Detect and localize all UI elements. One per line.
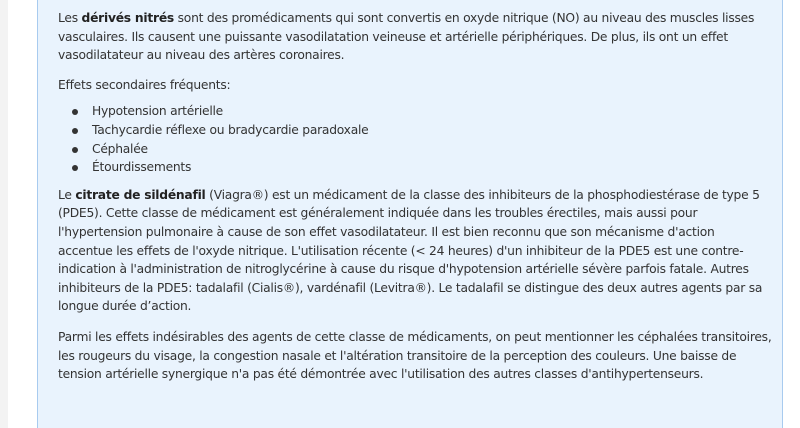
list-item	[72, 158, 772, 177]
bullet-icon	[72, 128, 78, 134]
info-panel	[37, 0, 783, 428]
bullet-icon	[72, 165, 78, 171]
paragraph-nitrates-text: sont des promédicaments qui sont convertis en oxyde nitrique (NO) au niveau des muscles lisses vasculaires. Ils causent une puissante vasodilatation veineuse et artérielle périphériques. De plus, ils ont un effet vasodilatateur au niveau des artères coronaires.	[58, 11, 755, 63]
list-item	[72, 140, 772, 159]
list-item-label: Hypotension artérielle	[92, 104, 223, 119]
side-effects-heading: Effets secondaires fréquents:	[58, 77, 231, 92]
side-effects-list	[58, 102, 772, 176]
left-page-margin	[0, 0, 8, 428]
paragraph-sildenafil-text: (Viagra®) est un médicament de la classe des inhibiteurs de la phosphodiestérase de type 5 (PDE5). Cette classe de médicament est généralement indiquée dans les troubles érectiles, mais aussi pour l'hypertension pulmonaire à cause de son effet vasodilatateur. Il est bien reconnu que son mécanisme d'action accentue les effets de l'oxyde nitrique. L'utilisation récente (< 24 heures) d'un inhibiteur de la PDE5 est une contre-indication à l'administration de nitroglycérine à cause du risque d'hypotension artérielle sévère parfois fatale. Autres inhibiteurs de la PDE5: tadalafil (Cialis®), vardénafil (Levitra®). Le tadalafil se distingue des deux autres agents par sa longue durée d’action.	[58, 187, 763, 314]
term-sildenafil: citrate de sildénafil	[75, 187, 206, 202]
bullet-icon	[72, 109, 78, 115]
list-item-label: Céphalée	[92, 141, 148, 156]
list-item-label: Étourdissements	[92, 160, 192, 175]
paragraph-sildenafil-prefix: Le	[58, 187, 76, 202]
paragraph-undesirable-effects: Parmi les effets indésirables des agents de cette classe de médicaments, on peut mentionner les céphalées transitoires, les rougeurs du visage, la congestion nasale et l'altération transitoire de la perception des couleurs. Une baisse de tension artérielle synergique n'a pas été démontrée avec l'utilisation des autres classes d'antihypertenseurs.	[58, 329, 772, 382]
paragraph-sildenafil	[58, 186, 772, 316]
list-item	[72, 121, 772, 140]
list-item-label: Tachycardie réflexe ou bradycardie paradoxale	[92, 122, 369, 137]
paragraph-nitrates-prefix: Les	[58, 11, 82, 25]
paragraph-nitrates	[58, 9, 772, 65]
bullet-icon	[72, 147, 78, 153]
term-nitrates: dérivés nitrés	[81, 11, 174, 25]
list-item	[72, 102, 772, 121]
